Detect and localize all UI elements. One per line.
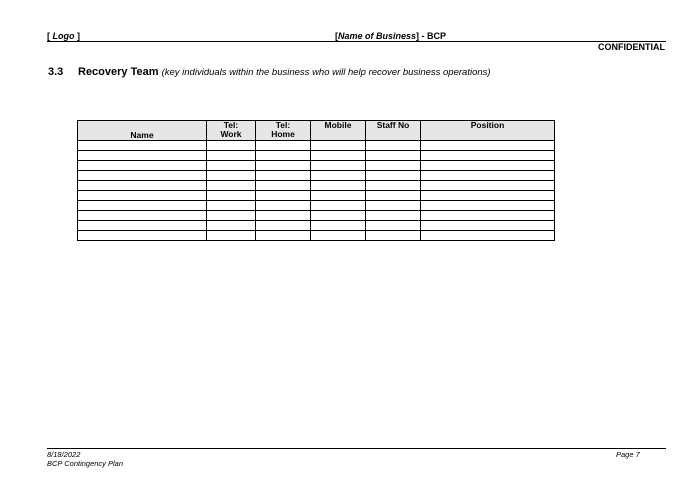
cell-tel-home[interactable]: [256, 221, 311, 231]
column-header-position: Position: [421, 121, 555, 141]
footer-page-number: Page 7: [616, 450, 640, 459]
cell-staff-no[interactable]: [366, 201, 421, 211]
cell-mobile[interactable]: [311, 181, 366, 191]
column-header-tel-work: Tel: Work: [207, 121, 256, 141]
column-header-staff-no: Staff No: [366, 121, 421, 141]
column-header-mobile: Mobile: [311, 121, 366, 141]
column-header-tel-home: Tel: Home: [256, 121, 311, 141]
cell-name[interactable]: [78, 211, 207, 221]
cell-staff-no[interactable]: [366, 141, 421, 151]
cell-mobile[interactable]: [311, 141, 366, 151]
cell-tel-home[interactable]: [256, 151, 311, 161]
cell-name[interactable]: [78, 171, 207, 181]
cell-tel-work[interactable]: [207, 231, 256, 241]
cell-mobile[interactable]: [311, 191, 366, 201]
cell-name[interactable]: [78, 191, 207, 201]
confidential-label: CONFIDENTIAL: [598, 42, 665, 52]
cell-staff-no[interactable]: [366, 191, 421, 201]
cell-staff-no[interactable]: [366, 211, 421, 221]
cell-tel-work[interactable]: [207, 221, 256, 231]
table-row: [78, 151, 555, 161]
cell-position[interactable]: [421, 231, 555, 241]
table-header-row: [78, 121, 555, 141]
cell-tel-work[interactable]: [207, 141, 256, 151]
cell-staff-no[interactable]: [366, 221, 421, 231]
table-row: [78, 181, 555, 191]
column-header-name: Name: [78, 121, 207, 141]
cell-name[interactable]: [78, 141, 207, 151]
cell-staff-no[interactable]: [366, 151, 421, 161]
table-row: [78, 221, 555, 231]
section-description: (key individuals within the business who will help recover business operations): [161, 67, 491, 78]
recovery-team-table: [77, 120, 555, 241]
cell-tel-work[interactable]: [207, 211, 256, 221]
header-logo-placeholder: [ Logo ]: [47, 31, 80, 41]
cell-position[interactable]: [421, 211, 555, 221]
cell-name[interactable]: [78, 161, 207, 171]
cell-name[interactable]: [78, 181, 207, 191]
cell-position[interactable]: [421, 171, 555, 181]
cell-tel-home[interactable]: [256, 201, 311, 211]
business-name: Name of Business: [338, 31, 417, 41]
logo-label: Logo: [52, 31, 75, 41]
cell-tel-work[interactable]: [207, 201, 256, 211]
cell-position[interactable]: [421, 141, 555, 151]
cell-tel-home[interactable]: [256, 141, 311, 151]
cell-staff-no[interactable]: [366, 161, 421, 171]
cell-mobile[interactable]: [311, 151, 366, 161]
cell-tel-home[interactable]: [256, 171, 311, 181]
cell-position[interactable]: [421, 151, 555, 161]
cell-mobile[interactable]: [311, 171, 366, 181]
cell-name[interactable]: [78, 201, 207, 211]
footer-date: 8/18/2022: [47, 450, 81, 459]
cell-tel-work[interactable]: [207, 161, 256, 171]
section-number: 3.3: [48, 66, 64, 78]
table-row: [78, 171, 555, 181]
cell-tel-home[interactable]: [256, 211, 311, 221]
cell-mobile[interactable]: [311, 201, 366, 211]
cell-tel-home[interactable]: [256, 231, 311, 241]
table-row: [78, 231, 555, 241]
cell-mobile[interactable]: [311, 161, 366, 171]
cell-position[interactable]: [421, 221, 555, 231]
cell-mobile[interactable]: [311, 211, 366, 221]
cell-tel-home[interactable]: [256, 191, 311, 201]
cell-tel-work[interactable]: [207, 181, 256, 191]
footer-plan-name: BCP Contingency Plan: [47, 459, 124, 468]
cell-mobile[interactable]: [311, 221, 366, 231]
cell-position[interactable]: [421, 161, 555, 171]
cell-name[interactable]: [78, 151, 207, 161]
footer-divider: [47, 448, 666, 449]
cell-staff-no[interactable]: [366, 231, 421, 241]
cell-position[interactable]: [421, 181, 555, 191]
cell-tel-home[interactable]: [256, 181, 311, 191]
cell-tel-work[interactable]: [207, 171, 256, 181]
cell-name[interactable]: [78, 231, 207, 241]
cell-position[interactable]: [421, 201, 555, 211]
cell-mobile[interactable]: [311, 231, 366, 241]
table-row: [78, 201, 555, 211]
table-row: [78, 141, 555, 151]
section-title: Recovery Team: [78, 66, 159, 78]
cell-staff-no[interactable]: [366, 171, 421, 181]
header-business-title: [Name of Business] - BCP: [335, 31, 447, 41]
cell-tel-work[interactable]: [207, 191, 256, 201]
table-row: [78, 191, 555, 201]
cell-tel-home[interactable]: [256, 161, 311, 171]
header-divider: [47, 41, 666, 42]
table-row: [78, 161, 555, 171]
cell-staff-no[interactable]: [366, 181, 421, 191]
table-row: [78, 211, 555, 221]
cell-name[interactable]: [78, 221, 207, 231]
cell-position[interactable]: [421, 191, 555, 201]
section-heading: [48, 66, 491, 78]
cell-tel-work[interactable]: [207, 151, 256, 161]
